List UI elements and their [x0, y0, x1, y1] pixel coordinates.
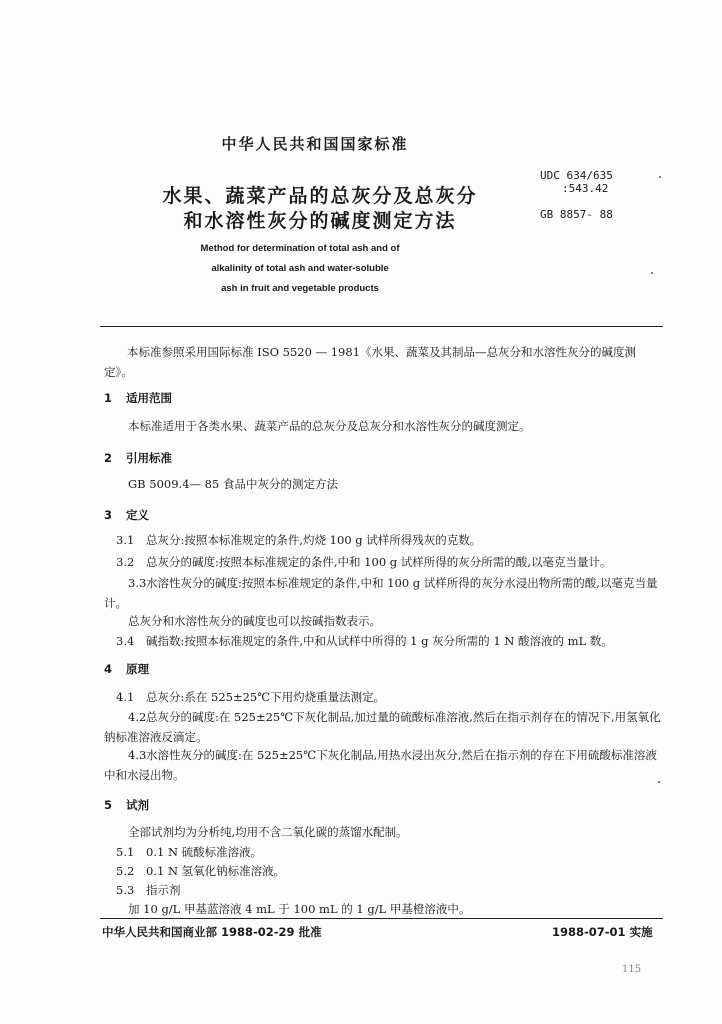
- udc-code-line1: UDC 634/635: [540, 169, 613, 182]
- definition-note: 总灰分和水溶性灰分的碱度也可以按碱指数表示。: [128, 614, 381, 628]
- item-text: 指示剂: [146, 883, 181, 897]
- header-divider: [100, 326, 663, 327]
- page-number: 115: [622, 964, 642, 975]
- section-3-heading: [104, 507, 149, 523]
- item-number: 5.3: [116, 883, 135, 897]
- section-number: 2: [104, 451, 113, 465]
- definition-3-3: [104, 573, 664, 613]
- item-text: 0.1 N 硫酸标准溶液。: [146, 845, 263, 859]
- item-number: 5.2: [116, 864, 135, 878]
- english-title-line2: alkalinity of total ash and water-soluble: [211, 263, 389, 274]
- section-5-heading: [104, 797, 149, 813]
- section-number: 4: [104, 662, 113, 676]
- item-text: 总灰分:按照本标准规定的条件,灼烧 100 g 试样所得残灰的克数。: [146, 533, 482, 547]
- standard-title: 中华人民共和国国家标准: [221, 135, 409, 153]
- section-title: 原理: [126, 662, 149, 676]
- reagent-5-3-detail: 加 10 g/L 甲基蓝溶液 4 mL 于 100 mL 的 1 g/L 甲基橙溶液中。: [128, 902, 471, 916]
- item-number: 4.3: [128, 748, 147, 762]
- item-number: 3.2: [116, 555, 135, 569]
- section-2-text: GB 5009.4— 85 食品中灰分的测定方法: [128, 477, 338, 491]
- section-1-text: 本标准适用于各类水果、蔬菜产品的总灰分及总灰分和水溶性灰分的碱度测定。: [128, 419, 531, 433]
- item-number: 4.2: [128, 710, 147, 724]
- section-title: 适用范围: [126, 391, 172, 405]
- english-title-line3: ash in fruit and vegetable products: [221, 283, 379, 294]
- english-title-line1: Method for determination of total ash and of: [200, 243, 400, 254]
- section-number: 1: [104, 391, 113, 405]
- section-title: 试剂: [126, 798, 149, 812]
- item-text: 0.1 N 氢氧化钠标准溶液。: [146, 864, 286, 878]
- section-number: 5: [104, 798, 113, 812]
- scan-speck: [659, 176, 661, 178]
- item-number: 3.4: [116, 634, 135, 648]
- document-title-line2: 和水溶性灰分的碱度测定方法: [183, 210, 457, 232]
- section-2-heading: [104, 450, 172, 466]
- gb-number: GB 8857- 88: [540, 208, 613, 221]
- principle-4-2: [104, 707, 664, 747]
- intro-paragraph: 本标准参照采用国际标准 ISO 5520 — 1981《水果、蔬菜及其制品—总灰分和水溶性灰分的碱度测定》。: [104, 345, 636, 379]
- item-number: 4.1: [116, 690, 135, 704]
- udc-code-line2: :543.42: [562, 182, 609, 195]
- item-text: 碱指数:按照本标准规定的条件,中和从试样中所得的 1 g 灰分所需的 1 N 酸溶液的 mL 数。: [146, 634, 613, 648]
- item-text: 总灰分的碱度:在 525±25℃下灰化制品,加过量的硫酸标准溶液,然后在指示剂存在的情况下,用氢氧化钠标准溶液反滴定。: [104, 710, 661, 744]
- reagent-5-2: [116, 861, 663, 881]
- definition-3-2: [116, 552, 663, 572]
- section-1-heading: [104, 390, 172, 406]
- item-text: 总灰分:系在 525±25℃下用灼烧重量法测定。: [146, 690, 386, 704]
- definition-3-4: [116, 631, 663, 651]
- section-4-heading: [104, 661, 149, 677]
- item-number: 3.3: [128, 576, 147, 590]
- section-5-text: 全部试剂均为分析纯,均用不含二氧化碳的蒸馏水配制。: [128, 825, 408, 839]
- item-text: 总灰分的碱度:按照本标准规定的条件,中和 100 g 试样所得的灰分所需的酸,以毫克当量计。: [146, 555, 612, 569]
- item-number: 5.1: [116, 845, 135, 859]
- principle-4-3: [104, 745, 664, 785]
- reagent-5-1: [116, 842, 663, 862]
- approval-date: 中华人民共和国商业部 1988-02-29 批准: [102, 925, 322, 939]
- definition-3-1: [116, 530, 663, 550]
- scan-speck: [658, 781, 660, 783]
- implementation-date: 1988-07-01 实施: [552, 925, 653, 939]
- item-number: 3.1: [116, 533, 135, 547]
- scan-speck: [651, 272, 653, 274]
- footer-divider: [100, 918, 663, 919]
- section-number: 3: [104, 508, 113, 522]
- principle-4-1: [116, 687, 663, 707]
- section-title: 定义: [126, 508, 149, 522]
- section-title: 引用标准: [126, 451, 172, 465]
- reagent-5-3: [116, 880, 663, 900]
- item-text: 水溶性灰分的碱度:在 525±25℃下灰化制品,用热水浸出灰分,然后在指示剂的存在下用硫酸标准溶液中和水浸出物。: [104, 748, 657, 782]
- item-text: 水溶性灰分的碱度:按照本标准规定的条件,中和 100 g 试样所得的灰分水浸出物所需的酸,以毫克当量计。: [104, 576, 658, 610]
- document-title-line1: 水果、蔬菜产品的总灰分及总灰分: [162, 185, 478, 207]
